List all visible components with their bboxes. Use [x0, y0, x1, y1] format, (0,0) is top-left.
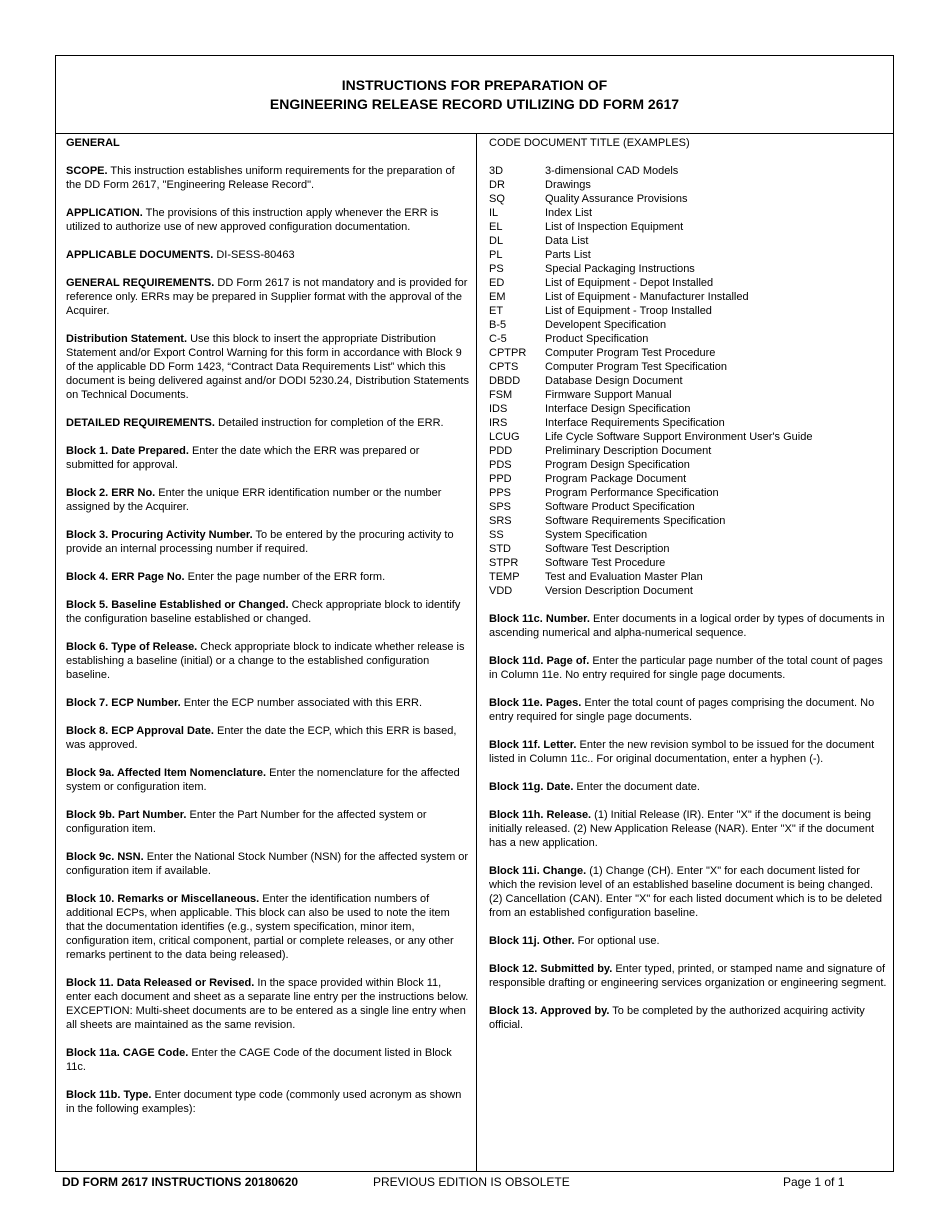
instruction-paragraph [489, 864, 889, 920]
code-title: Preliminary Description Document [545, 445, 712, 457]
code-row [489, 192, 889, 206]
code-title: Version Description Document [545, 585, 693, 597]
code-title: Computer Program Test Specification [545, 361, 727, 373]
code-row [489, 570, 889, 584]
code-value: TEMP [489, 571, 520, 583]
code-value: CPTPR [489, 347, 527, 359]
code-value: EL [489, 221, 503, 233]
paragraph-text: For optional use. [574, 935, 660, 947]
code-title: Program Performance Specification [545, 487, 719, 499]
paragraph-label: Block 1. Date Prepared. [66, 445, 189, 457]
code-row [489, 486, 889, 500]
code-value: SQ [489, 193, 505, 205]
paragraph-label: Block 5. Baseline Established or Changed. [66, 599, 289, 611]
code-list [489, 164, 889, 598]
code-title: 3-dimensional CAD Models [545, 165, 679, 177]
paragraph-label: Block 13. Approved by. [489, 1005, 610, 1017]
code-row [489, 290, 889, 304]
paragraph-label: Block 4. ERR Page No. [66, 571, 185, 583]
paragraph-label: Block 11g. Date. [489, 781, 574, 793]
code-title: Special Packaging Instructions [545, 263, 695, 275]
paragraph-label: GENERAL REQUIREMENTS. [66, 277, 215, 289]
code-title: Program Design Specification [545, 459, 690, 471]
document-title [56, 56, 893, 134]
code-row [489, 402, 889, 416]
code-value: DL [489, 235, 504, 247]
paragraph-label: Block 11i. Change. [489, 865, 587, 877]
instruction-paragraph [66, 850, 469, 878]
code-title: Test and Evaluation Master Plan [545, 571, 703, 583]
paragraph-text: Enter the date which the ERR was prepared or submitted for approval. [66, 445, 420, 471]
code-title: Developent Specification [545, 319, 667, 331]
code-value: ED [489, 277, 505, 289]
instruction-paragraph [489, 1004, 889, 1032]
code-row [489, 458, 889, 472]
instruction-paragraph [66, 808, 469, 836]
code-row [489, 164, 889, 178]
code-title: Quality Assurance Provisions [545, 193, 688, 205]
paragraph-label: Block 9b. Part Number. [66, 809, 187, 821]
code-row [489, 318, 889, 332]
code-title: Software Test Procedure [545, 557, 666, 569]
code-row [489, 500, 889, 514]
paragraph-text: Use this block to insert the appropriate Distribution Statement and/or Export Control Warning for this form in accordance with Block 9 of the applicable DD Form 1423, “Contract Data Requirements List” which this document is being delivered against and/or DODI 5230.24, Distribution Statements on Technical Documents. [66, 333, 469, 401]
paragraph-text: Enter typed, printed, or stamped name and signature of responsible drafting or engineering services organization or engineering segment. [489, 963, 887, 989]
code-table-heading: CODE DOCUMENT TITLE (EXAMPLES) [489, 137, 690, 149]
code-title: Product Specification [545, 333, 649, 345]
paragraph-label: Block 9c. NSN. [66, 851, 144, 863]
instruction-paragraph [66, 640, 469, 682]
paragraph-text: Enter document type code (commonly used acronym as shown in the following examples): [66, 1089, 462, 1115]
code-value: SPS [489, 501, 512, 513]
paragraph-label: Block 11b. Type. [66, 1089, 152, 1101]
instruction-paragraph [66, 1046, 469, 1074]
instruction-paragraph [66, 570, 469, 584]
code-row [489, 332, 889, 346]
code-row [489, 374, 889, 388]
code-title: List of Equipment - Manufacturer Installed [545, 291, 749, 303]
paragraph-label: Block 7. ECP Number. [66, 697, 181, 709]
code-title: Interface Design Specification [545, 403, 691, 415]
code-row [489, 584, 889, 598]
paragraph-text: DI-SESS-80463 [213, 249, 295, 261]
paragraph-text: Enter the nomenclature for the affected system or configuration item. [66, 767, 460, 793]
instruction-paragraph [489, 738, 889, 766]
paragraph-text: Enter the Part Number for the affected system or configuration item. [66, 809, 427, 835]
code-title: List of Equipment - Depot Installed [545, 277, 714, 289]
instruction-paragraph [489, 934, 889, 948]
title-line-1: INSTRUCTIONS FOR PREPARATION OF [341, 77, 608, 93]
paragraph-label: Block 10. Remarks or Miscellaneous. [66, 893, 260, 905]
code-value: VDD [489, 585, 513, 597]
instruction-paragraph [66, 206, 469, 234]
paragraph-label: Block 11. Data Released or Revised. [66, 977, 255, 989]
code-row [489, 304, 889, 318]
code-title: Parts List [545, 249, 591, 261]
instruction-paragraph [489, 780, 889, 794]
footer-form-id: DD FORM 2617 INSTRUCTIONS 20180620 [62, 1175, 299, 1189]
right-column [489, 136, 889, 1046]
code-row [489, 514, 889, 528]
paragraph-label: Block 11h. Release. [489, 809, 592, 821]
instruction-paragraph [66, 976, 469, 1032]
code-value: PPS [489, 487, 512, 499]
code-title: Data List [545, 235, 589, 247]
code-value: FSM [489, 389, 513, 401]
code-value: PDS [489, 459, 512, 471]
paragraph-text: DD Form 2617 is not mandatory and is provided for reference only. ERRs may be prepared in Supplier format with the approval of the Acquirer. [66, 277, 468, 317]
paragraph-text: Enter the total count of pages comprising the document. No entry required for single page documents. [489, 697, 875, 723]
code-row [489, 262, 889, 276]
instruction-paragraph [66, 598, 469, 626]
instruction-paragraph [66, 444, 469, 472]
paragraph-text: The provisions of this instruction apply whenever the ERR is utilized to authorize use of new approved configuration documentation. [66, 207, 439, 233]
code-title: Firmware Support Manual [545, 389, 672, 401]
paragraph-text: Enter the document date. [573, 781, 700, 793]
code-value: 3D [489, 165, 504, 177]
code-row [489, 276, 889, 290]
code-value: STD [489, 543, 511, 555]
instruction-paragraph [66, 416, 469, 430]
instruction-paragraph [489, 696, 889, 724]
instruction-paragraph [66, 164, 469, 192]
code-row [489, 206, 889, 220]
paragraph-text: In the space provided within Block 11, enter each document and sheet as a separate line entry per the instructions below. EXCEPTION: Multi-sheet documents are to be entered as a single line entry when all sheets are maintained as the same revision. [66, 977, 469, 1031]
left-column [66, 136, 469, 1130]
instruction-paragraph [66, 724, 469, 752]
code-value: SS [489, 529, 504, 541]
code-value: IRS [489, 417, 508, 429]
paragraph-label: Block 11e. Pages. [489, 697, 582, 709]
paragraph-text: Enter the particular page number of the total count of pages in Column 11e. No entry required for single page documents. [489, 655, 883, 681]
code-title: Computer Program Test Procedure [545, 347, 716, 359]
paragraph-label: Block 11f. Letter. [489, 739, 577, 751]
code-row [489, 556, 889, 570]
paragraph-text: (1) Change (CH). Enter "X" for each document listed for which the revision level of an established baseline document is being changed. (2) Cancellation (CAN). Enter "X" for each listed document which is to be deleted from an established configuration baseline. [489, 865, 882, 919]
code-row [489, 472, 889, 486]
paragraph-text: Detailed instruction for completion of the ERR. [214, 417, 444, 429]
paragraph-text: Enter the page number of the ERR form. [184, 571, 386, 583]
paragraph-text: Check appropriate block to indicate whether release is establishing a baseline (initial) or a change to the established configuration baseline. [66, 641, 465, 681]
code-title: List of Inspection Equipment [545, 221, 684, 233]
footer-edition-note: PREVIOUS EDITION IS OBSOLETE [373, 1175, 570, 1189]
code-value: B-5 [489, 319, 507, 331]
footer-page-number: Page 1 of 1 [783, 1175, 845, 1189]
code-value: LCUG [489, 431, 520, 443]
code-title: Interface Requirements Specification [545, 417, 725, 429]
paragraph-text: Enter the CAGE Code of the document listed in Block 11c. [66, 1047, 452, 1073]
paragraph-label: Block 3. Procuring Activity Number. [66, 529, 253, 541]
code-row [489, 444, 889, 458]
code-value: STPR [489, 557, 519, 569]
instruction-paragraph [489, 962, 889, 990]
instruction-paragraph [66, 696, 469, 710]
code-row [489, 360, 889, 374]
code-row [489, 528, 889, 542]
paragraph-text: (1) Initial Release (IR). Enter "X" if the document is being initially released. (2) New Application Release (NAR). Enter "X" if the document has a new application. [489, 809, 875, 849]
paragraph-text: To be entered by the procuring activity to provide an internal processing number if required. [66, 529, 454, 555]
paragraph-text: To be completed by the authorized acquiring activity official. [489, 1005, 865, 1031]
paragraph-label: APPLICABLE DOCUMENTS. [66, 249, 214, 261]
code-title: Life Cycle Software Support Environment User's Guide [545, 431, 813, 443]
code-row [489, 416, 889, 430]
instruction-paragraph [66, 276, 469, 318]
code-value: PDD [489, 445, 513, 457]
code-row [489, 178, 889, 192]
code-row [489, 388, 889, 402]
code-value: PPD [489, 473, 512, 485]
paragraph-label: Block 2. ERR No. [66, 487, 156, 499]
paragraph-label: Block 9a. Affected Item Nomenclature. [66, 767, 267, 779]
code-row [489, 248, 889, 262]
paragraph-label: SCOPE. [66, 165, 108, 177]
instruction-paragraph [66, 1088, 469, 1116]
paragraph-text: Enter documents in a logical order by types of documents in ascending numerical and alpha-numerical sequence. [489, 613, 885, 639]
code-title: Software Requirements Specification [545, 515, 726, 527]
instruction-paragraph [66, 486, 469, 514]
general-heading: GENERAL [66, 137, 120, 149]
code-title: Drawings [545, 179, 591, 191]
code-value: SRS [489, 515, 512, 527]
instruction-paragraph [66, 766, 469, 794]
instruction-paragraph [66, 332, 469, 402]
code-title: Program Package Document [545, 473, 687, 485]
instruction-paragraph [489, 808, 889, 850]
code-title: Database Design Document [545, 375, 683, 387]
paragraph-label: Block 11a. CAGE Code. [66, 1047, 189, 1059]
instruction-paragraph [66, 892, 469, 962]
code-value: C-5 [489, 333, 507, 345]
paragraph-text: Enter the National Stock Number (NSN) for the affected system or configuration item if available. [66, 851, 469, 877]
code-row [489, 542, 889, 556]
paragraph-label: Distribution Statement. [66, 333, 188, 345]
paragraph-text: Enter the unique ERR identification number or the number assigned by the Acquirer. [66, 487, 442, 513]
code-value: IDS [489, 403, 508, 415]
code-row [489, 430, 889, 444]
code-value: ET [489, 305, 504, 317]
code-title: System Specification [545, 529, 648, 541]
instruction-paragraph [66, 248, 469, 262]
paragraph-text: Enter the date the ECP, which this ERR is based, was approved. [66, 725, 457, 751]
instruction-paragraph [489, 612, 889, 640]
instruction-paragraph [489, 654, 889, 682]
paragraph-label: APPLICATION. [66, 207, 143, 219]
paragraph-label: Block 8. ECP Approval Date. [66, 725, 214, 737]
title-line-2: ENGINEERING RELEASE RECORD UTILIZING DD FORM 2617 [269, 96, 680, 112]
paragraph-text: Check appropriate block to identify the configuration baseline established or changed. [66, 599, 461, 625]
paragraph-label: Block 11j. Other. [489, 935, 575, 947]
paragraph-text: Enter the new revision symbol to be issued for the document listed in Column 11c.. For original documentation, enter a hyphen (-). [489, 739, 875, 765]
code-title: Index List [545, 207, 593, 219]
code-value: PL [489, 249, 503, 261]
instructions-frame [55, 55, 894, 1172]
code-value: PS [489, 263, 504, 275]
instruction-paragraph [66, 528, 469, 556]
code-row [489, 346, 889, 360]
paragraph-text: Enter the ECP number associated with this ERR. [180, 697, 423, 709]
paragraph-label: Block 11c. Number. [489, 613, 590, 625]
right-paragraphs [489, 612, 889, 1032]
code-value: EM [489, 291, 506, 303]
code-value: DBDD [489, 375, 521, 387]
code-value: IL [489, 207, 499, 219]
paragraph-label: Block 11d. Page of. [489, 655, 590, 667]
paragraph-label: Block 6. Type of Release. [66, 641, 198, 653]
paragraph-text: This instruction establishes uniform requirements for the preparation of the DD Form 2617, "Engineering Release Record". [66, 165, 455, 191]
left-paragraphs [66, 164, 469, 1116]
code-title: Software Test Description [545, 543, 670, 555]
code-value: DR [489, 179, 505, 191]
code-value: CPTS [489, 361, 519, 373]
code-title: Software Product Specification [545, 501, 695, 513]
column-divider [476, 134, 477, 1172]
paragraph-label: Block 12. Submitted by. [489, 963, 613, 975]
code-title: List of Equipment - Troop Installed [545, 305, 712, 317]
code-row [489, 234, 889, 248]
paragraph-text: Enter the identification numbers of additional ECPs, when applicable. This block can also be used to note the item that the documentation identifies (e.g., system specification, minor item, configuration item, critical component, partial or complete releases, or any other remarks pertinent to the data being released). [66, 893, 454, 961]
code-row [489, 220, 889, 234]
paragraph-label: DETAILED REQUIREMENTS. [66, 417, 215, 429]
